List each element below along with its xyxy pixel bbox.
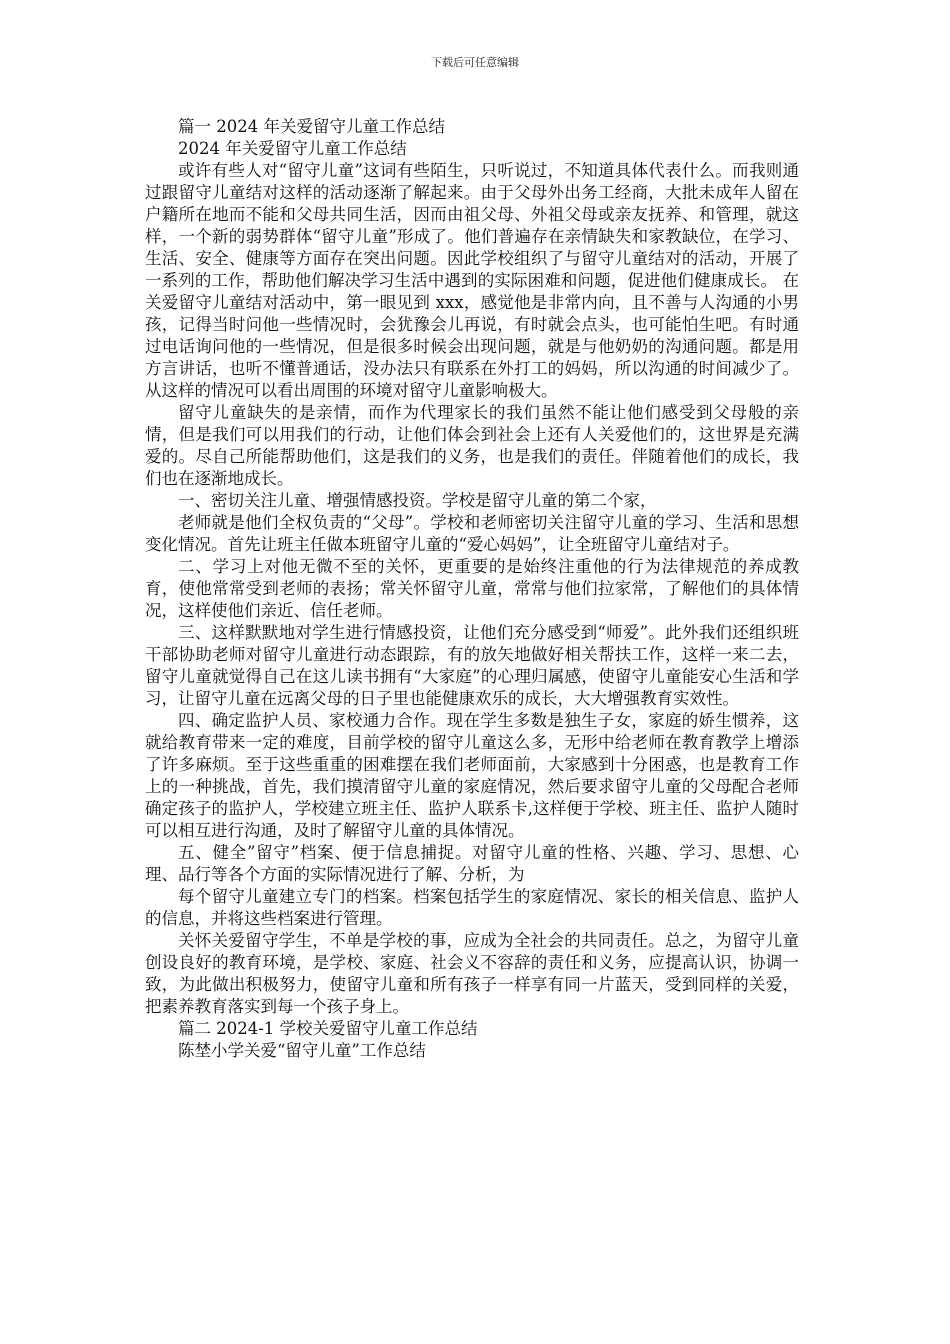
paragraph-affection: 留守儿童缺失的是亲情，而作为代理家长的我们虽然不能让他们感受到父母般的亲情，但是我们可以用我们的行动，让他们体会到社会上还有人关爱他们的，这世界是充满爱的。尽自己所能帮助他们，这是我们的义务，也是我们的责任。伴随着他们的成长，我们也在逐渐地成长。 [145,403,799,488]
paragraph-point-1: 一、密切关注儿童、增强情感投资。学校是留守儿童的第二个家， [178,491,657,510]
paragraph-point-4: 四、确定监护人员、家校通力合作。现在学生多数是独生子女，家庭的娇生惯养，这就给教育带来一定的难度，目前学校的留守儿童这么多，无形中给老师在教育教学上增添了许多麻烦。至于这些重重的困难摆在我们老师面前，大家感到十分困惑，也是教育工作上的一种挑战，首先，我们摸清留守儿童的家庭情况，然后要求留守儿童的父母配合老师确定孩子的监护人，学校建立班主任、监护人联系卡,这样便于学校、班主任、监护人随时可以相互进行沟通，及时了解留守儿童的具体情况。 [145,711,799,840]
document-body [145,116,799,1062]
paragraph-point-2: 二、学习上对他无微不至的关怀，更重要的是始终注重他的行为法律规范的养成教育，使他常常受到老师的表扬；常关怀留守儿童，常常与他们拉家常，了解他们的具体情况，这样使他们亲近、信任老师。 [145,557,799,620]
paragraph-teachers: 老师就是他们全权负责的“父母”。学校和老师密切关注留守儿童的学习、生活和思想变化情况。首先让班主任做本班留守儿童的“爱心妈妈”，让全班留守儿童结对子。 [145,513,799,554]
document-title: 2024 年关爱留守儿童工作总结 [178,139,407,158]
paragraph-conclusion: 关怀关爱留守学生，不单是学校的事，应成为全社会的共同责任。总之，为留守儿童创设良好的教育环境，是学校、家庭、社会义不容辞的责任和义务，应提高认识，协调一致，为此做出积极努力，使留守儿童和所有孩子一样享有同一片蓝天，受到同样的关爱，把素养教育落实到每一个孩子身上。 [145,931,799,1016]
paragraph-point-5: 五、健全”留守”档案、便于信息捕捉。对留守儿童的性格、兴趣、学习、思想、心理、品行等各个方面的实际情况进行了解、分析，为 [145,843,799,884]
paragraph-intro: 或许有些人对“留守儿童”这词有些陌生，只听说过，不知道具体代表什么。而我则通过跟留守儿童结对这样的活动逐渐了解起来。由于父母外出务工经商，大批未成年人留在户籍所在地而不能和父母共同生活，因而由祖父母、外祖父母或亲友抚养、和管理，就这样，一个新的弱势群体“留守儿童”形成了。他们普遍存在亲情缺失和家教缺位，在学习、生活、安全、健康等方面存在突出问题。因此学校组织了与留守儿童结对的活动，开展了一系列的工作，帮助他们解决学习生活中遇到的实际困难和问题，促进他们健康成长。 在关爱留守儿童结对活动中，第一眼见到 xxx，感觉他是非常内向，且不善与人沟通的小男孩，记得当时问他一些情况时，会犹豫会儿再说，有时就会点头，也可能怕生吧。有时通过电话询问他的一些情况，但是很多时候会出现问题，就是与他奶奶的沟通问题。都是用方言讲话，也听不懂普通话，没办法只有联系在外打工的妈妈，所以沟通的时间减少了。从这样的情况可以看出周围的环境对留守儿童影响极大。 [145,161,799,400]
paragraph-point-3: 三、这样默默地对学生进行情感投资，让他们充分感受到“师爱”。此外我们还组织班干部协助老师对留守儿童进行动态跟踪，有的放矢地做好相关帮扶工作，这样一来二去，留守儿童就觉得自己在这儿读书拥有“大家庭”的心理归属感，使留守儿童能安心生活和学习，让留守儿童在远离父母的日子里也能健康欢乐的成长，大大增强教育实效性。 [145,623,799,708]
subsection-title: 陈埜小学关爱“留守儿童”工作总结 [178,1041,426,1060]
section-title-1: 篇一 2024 年关爱留守儿童工作总结 [178,117,445,136]
section-title-2: 篇二 2024-1 学校关爱留守儿童工作总结 [178,1019,478,1038]
page-header-note: 下载后可任意编辑 [431,56,519,69]
paragraph-archives: 每个留守儿童建立专门的档案。档案包括学生的家庭情况、家长的相关信息、监护人的信息，并将这些档案进行管理。 [145,887,799,928]
